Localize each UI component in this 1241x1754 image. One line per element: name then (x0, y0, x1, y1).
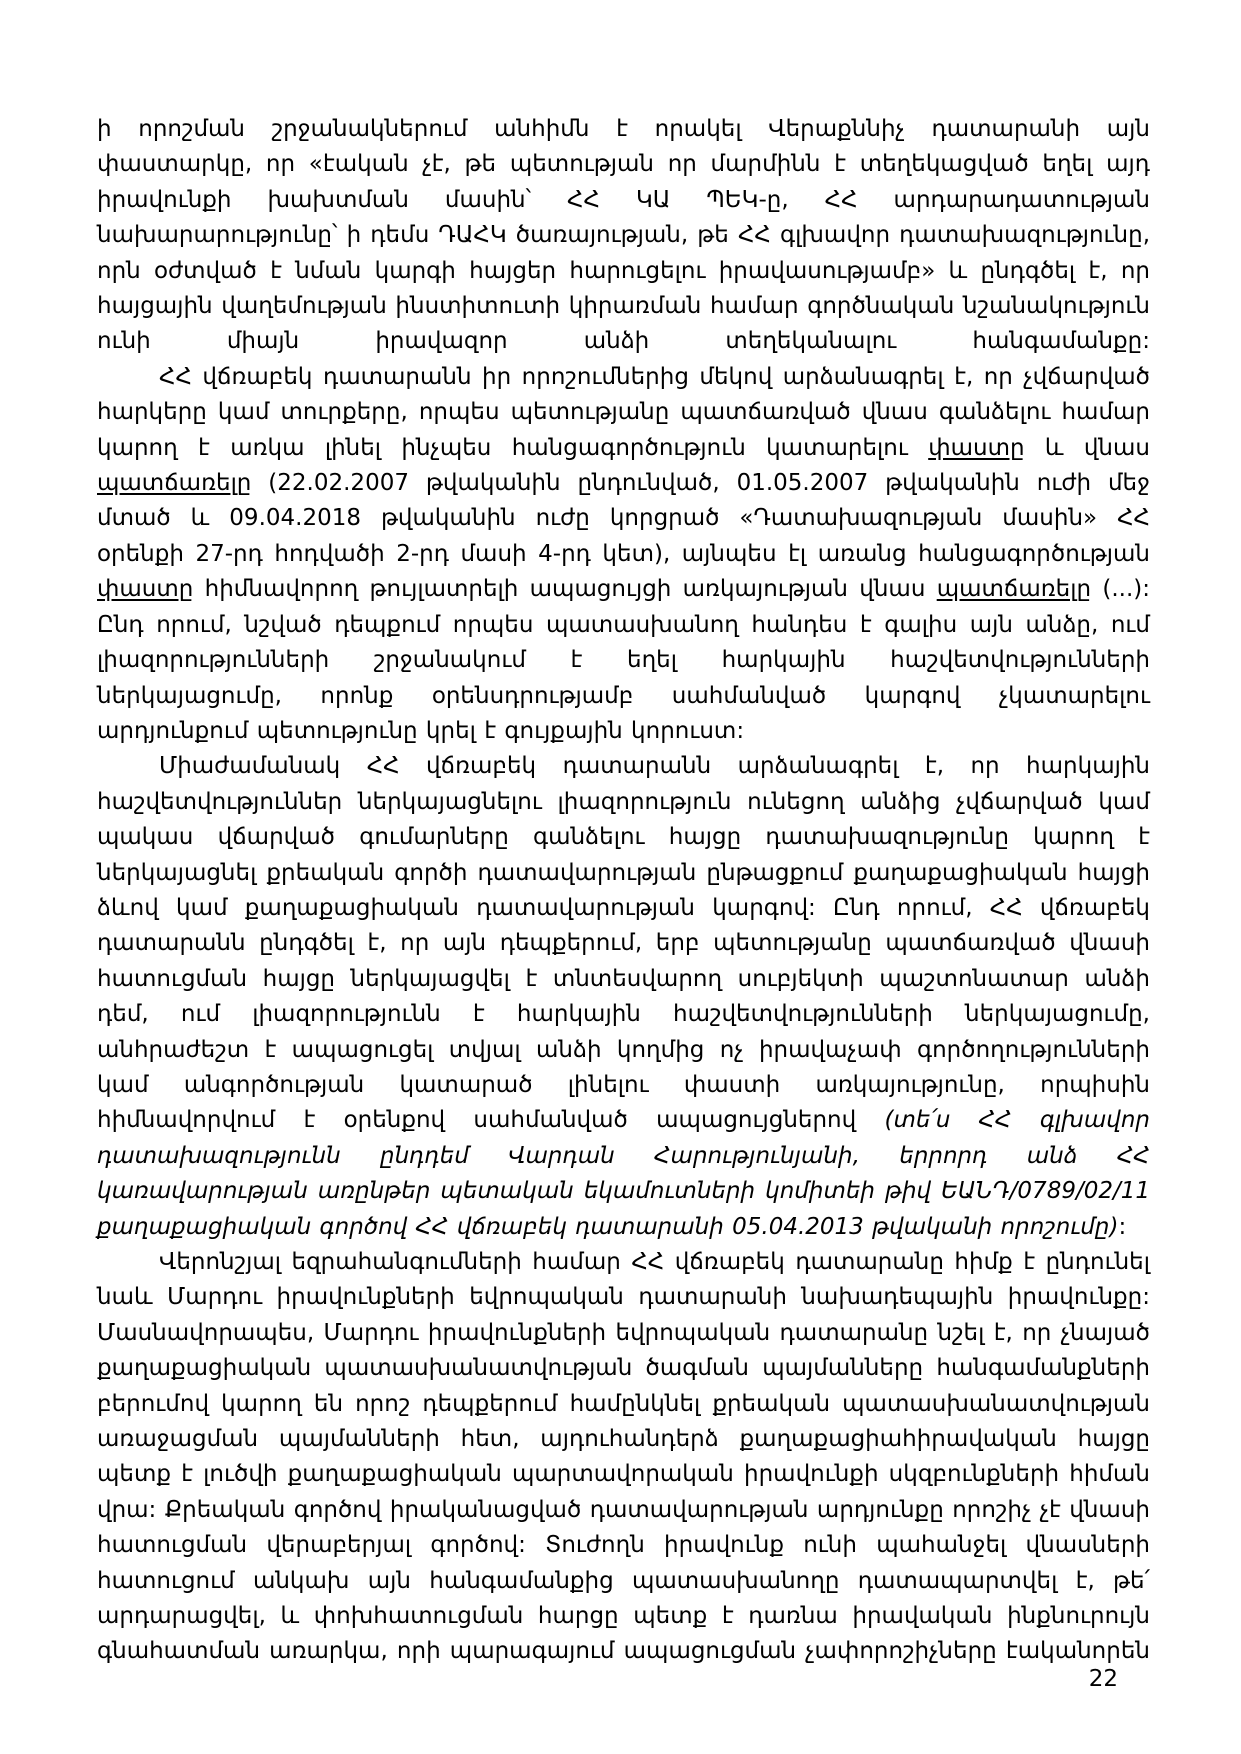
text-run: փաստը (97, 576, 194, 603)
text-run: (22.02.2007 թվականին ընդունված, 01.05.2007 թվականին ուժի մեջ մտած և 09.04.2018 թվականին ուժը կորցրած «Դատախազության մասին» ՀՀ օրենքի 27-րդ հոդվածի 2-րդ մասի 4-րդ կետ), այնպես էլ առանց հանցագործության (97, 470, 1150, 567)
text-run: հիմնավորող թույլատրելի ապացույցի առկայության վնաս (193, 576, 937, 603)
text-block (97, 112, 1150, 1670)
text-run: : (1118, 1213, 1127, 1240)
text-run: պատճառելը (97, 470, 252, 497)
text-run: փաստը (928, 434, 1025, 461)
page-number: 22 (1088, 1666, 1118, 1692)
paragraph-3 (97, 749, 1150, 1245)
text-run: (...): Ընդ որում, նշված դեպքում որպես պատասխանող հանդես է գալիս այն անձը, ում լիազորությունների շրջանակում է եղել հարկային հաշվետվությունների ներկայացումը, որոնք օրենսդրությամբ սահմանված կարգով չկատարելու արդյունքում պետությունը կրել է գույքային կորուստ: (97, 576, 1150, 744)
text-run: պատճառելը (936, 576, 1092, 603)
text-run: և վնաս (1024, 434, 1150, 461)
text-run: (տե՛ս ՀՀ գլխավոր դատախազությունն ընդդեմ Վարդան Հարությունյանի, երրորդ անձ ՀՀ կառավարության առընթեր պետական եկամուտների կոմիտեի թիվ ԵԱՆԴ/0789/02/11 քաղաքացիական գործով ՀՀ վճռաբեկ դատարանի 05.04.2013 թվականի որոշումը) (97, 1107, 1150, 1240)
paragraph-1 (97, 112, 1150, 360)
paragraph-2 (97, 360, 1150, 749)
paragraph-4 (97, 1245, 1150, 1670)
text-run: Վերոնշյալ եզրահանգումների համար ՀՀ վճռաբեկ դատարանը հիմք է ընդունել նաև Մարդու իրավունքների եվրոպական դատարանի նախադեպային իրավունքը: Մասնավորապես, Մարդու իրավունքների եվրոպական դատարանը նշել է, որ չնայած քաղաքացիական պատասխանատվության ծագման պայմանները հանգամանքների բերումով կարող են որոշ դեպքերում համընկնել քրեական պատասխանատվության առաջացման պայմանների հետ, այդուհանդերձ քաղաքացիահիրավական հայցը պետք է լուծվի քաղաքացիական պարտավորական իրավունքի սկզբունքների հիման վրա: Քրեական գործով իրականացված դատավարության արդյունքը որոշիչ չէ վնասի հատուցման վերաբերյալ գործով: Տուժողն իրավունք ունի պահանջել վնասների հատուցում անկախ այն հանգամանքից պատասխանողը դատապարտվել է, թե՛ արդարացվել, և փոխհատուցման հարցը պետք է դառնա իրավական ինքնուրույն գնահատման առարկա, որի պարագայում ապացուցման չափորոշիչները էականորեն (97, 1249, 1150, 1665)
text-run: Միաժամանակ ՀՀ վճռաբեկ դատարանն արձանագրել է, որ հարկային հաշվետվություններ ներկայացնելու լիազորություն ունեցող անձից չվճարված կամ պակաս վճարված գումարները գանձելու հայցը դատախազությունը կարող է ներկայացնել քրեական գործի դատավարության ընթացքում քաղաքացիական հայցի ձևով կամ քաղաքացիական դատավարության կարգով: Ընդ որում, ՀՀ վճռաբեկ դատարանն ընդգծել է, որ այն դեպքերում, երբ պետությանը պատճառված վնասի հատուցման հայցը ներկայացվել է տնտեսվարող սուբյեկտի պաշտոնատար անձի դեմ, ում լիազորությունն է հարկային հաշվետվությունների ներկայացումը, անհրաժեշտ է ապացուցել տվյալ անձի կողմից ոչ իրավաչափ գործողությունների կամ անգործության կատարած լինելու փաստի առկայությունը, որպիսին հիմնավորվում է օրենքով սահմանված ապացույցներով (97, 753, 1150, 1134)
text-run: ՀՀ վճռաբեկ դատարանն իր որոշումներից մեկով արձանագրել է, որ չվճարված հարկերը կամ տուրքերը, որպես պետությանը պատճառված վնաս գանձելու համար կարող է առկա լինել ինչպես հանցագործություն կատարելու (97, 363, 1150, 461)
text-run: ի որոշման շրջանակներում անհիմն է որակել Վերաքննիչ դատարանի այն փաստարկը, որ «էական չէ, թե պետության որ մարմինն է տեղեկացված եղել այդ իրավունքի խախտման մասին՝ ՀՀ ԿԱ ՊԵԿ-ը, ՀՀ արդարադատության նախարարությունը՝ ի դեմս ԴԱՀԿ ծառայության, թե ՀՀ գլխավոր դատախազությունը, որն օժտված է նման կարգի հայցեր հարուցելու իրավասությամբ» և ընդգծել է, որ հայցային վաղեմության ինստիտուտի կիրառման համար գործնական նշանակություն ունի միայն իրավազոր անձի տեղեկանալու հանգամանքը: (97, 116, 1150, 355)
